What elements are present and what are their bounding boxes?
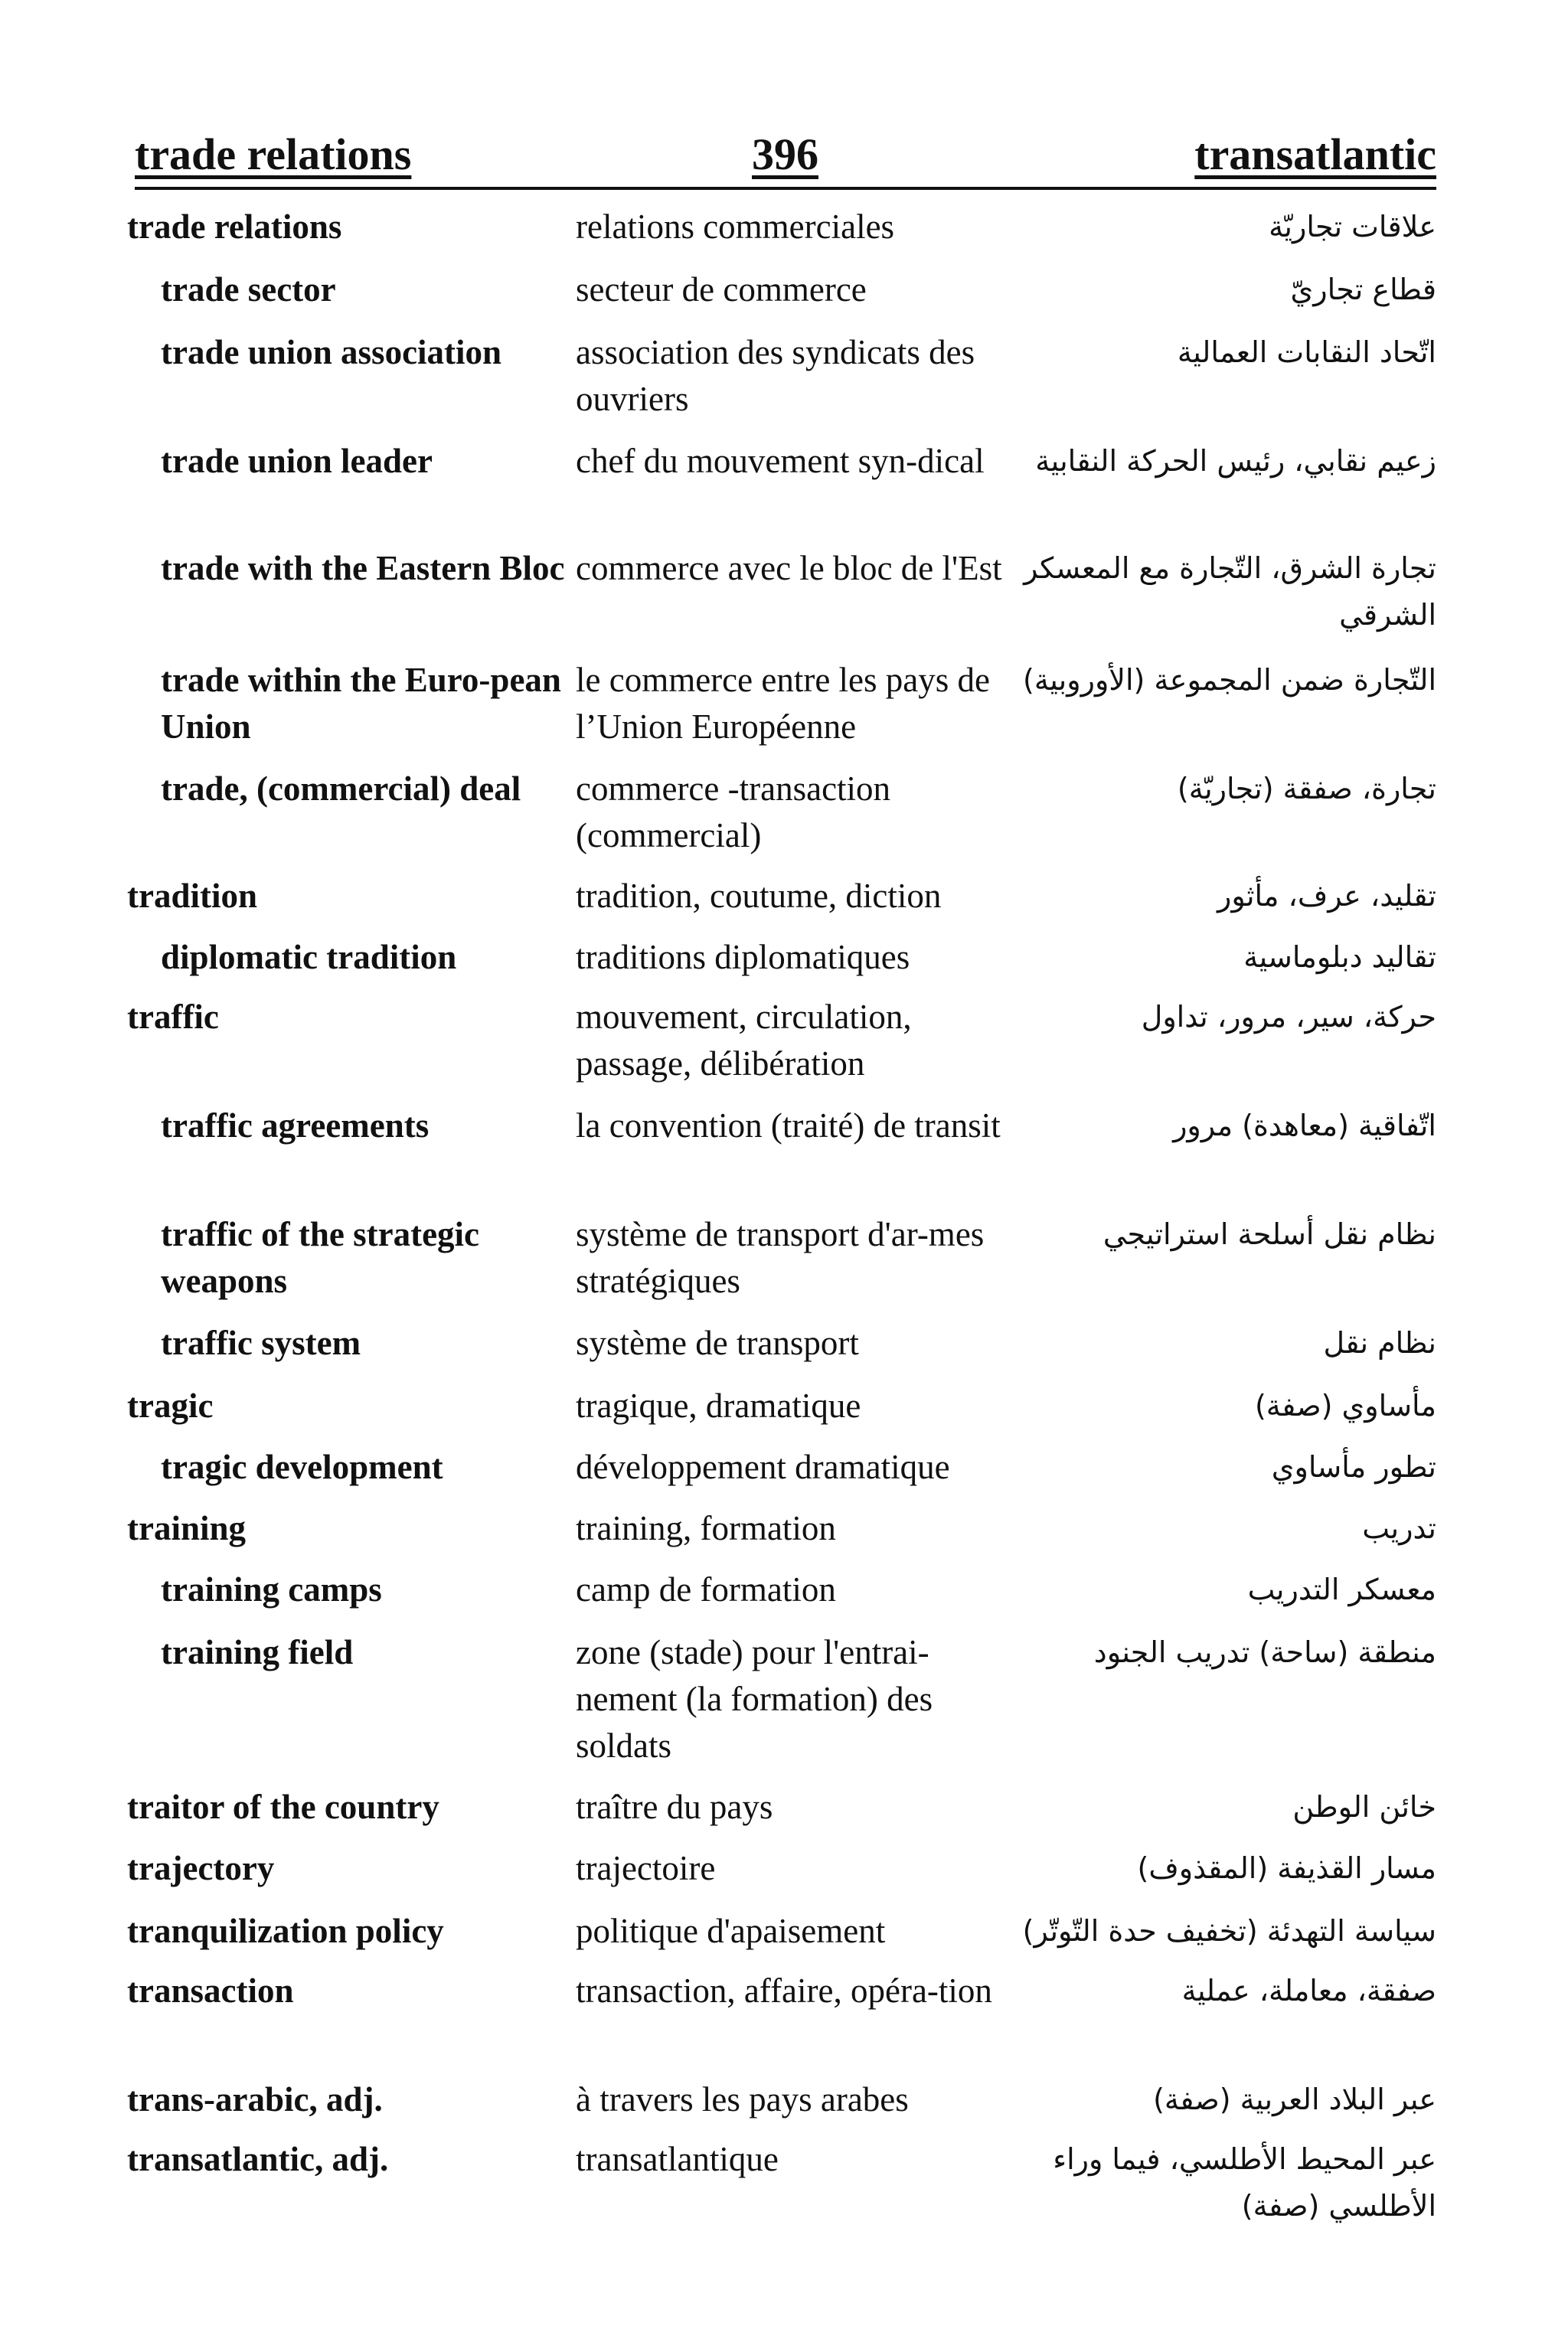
entry-arabic: تجارة الشرق، التّجارة مع المعسكر الشرقي: [1024, 551, 1436, 632]
entry-french: association des syndicats des ouvriers: [576, 333, 975, 418]
entry-french: politique d'apaisement: [576, 1912, 886, 1950]
entry-term: transatlantic, adj.: [127, 2140, 389, 2178]
entry-french: à travers les pays arabes: [576, 2080, 909, 2119]
entry-french: commerce avec le bloc de l'Est: [576, 549, 1002, 587]
entry-arabic: تجارة، صفقة (تجاريّة): [1177, 772, 1436, 805]
entry-term: traitor of the country: [127, 1788, 439, 1826]
entry-french: zone (stade) pour l'entrai-nement (la formation) des soldats: [576, 1633, 933, 1765]
entry-french: le commerce entre les pays de l’Union Européenne: [576, 661, 990, 746]
header-last-entry: transatlantic: [1194, 129, 1436, 179]
entry-french: tradition, coutume, diction: [576, 877, 942, 915]
entry-term: trade with the Eastern Bloc: [161, 549, 565, 587]
entry-arabic: عبر البلاد العربية (صفة): [1153, 2083, 1436, 2116]
entry-french: commerce -transaction (commercial): [576, 769, 891, 854]
entry-term: trajectory: [127, 1849, 275, 1887]
entry-term: trade within the Euro-pean Union: [161, 661, 561, 746]
entry-arabic: اتّحاد النقابات العمالية: [1177, 335, 1436, 369]
entry-arabic: خائن الوطن: [1292, 1790, 1436, 1824]
entry-term: tranquilization policy: [127, 1912, 444, 1950]
entry-arabic: صفقة، معاملة، عملية: [1181, 1974, 1436, 2007]
entry-term: transaction: [127, 1972, 294, 2010]
entry-term: trade union association: [161, 333, 502, 371]
entry-french: trajectoire: [576, 1849, 716, 1887]
entry-term: traffic: [127, 998, 219, 1036]
entry-term: trade sector: [161, 270, 336, 309]
entry-term: training: [127, 1509, 247, 1547]
entry-arabic: التّجارة ضمن المجموعة (الأوروبية): [1023, 663, 1436, 697]
entry-french: training, formation: [576, 1509, 836, 1547]
entry-term: diplomatic tradition: [161, 938, 457, 976]
entry-arabic: زعيم نقابي، رئيس الحركة النقابية: [1035, 444, 1436, 478]
entry-term: training camps: [161, 1570, 382, 1609]
header-first-entry: trade relations: [135, 129, 412, 179]
entry-french: mouvement, circulation, passage, délibération: [576, 998, 912, 1083]
entry-arabic: تطور مأساوي: [1271, 1450, 1436, 1484]
entry-term: traffic system: [161, 1324, 361, 1362]
entry-french: secteur de commerce: [576, 270, 867, 309]
entry-french: traditions diplomatiques: [576, 938, 910, 976]
entry-term: tragic development: [161, 1448, 443, 1486]
entry-french: relations commerciales: [576, 207, 895, 246]
entry-arabic: مأساوي (صفة): [1254, 1389, 1436, 1423]
entry-arabic: نظام نقل: [1323, 1326, 1436, 1360]
entry-term: tradition: [127, 877, 258, 915]
entry-french: tragique, dramatique: [576, 1387, 861, 1425]
entry-arabic: سياسة التهدئة (تخفيف حدة التّوتّر): [1022, 1914, 1436, 1948]
entry-arabic: علاقات تجاريّة: [1269, 210, 1436, 243]
entry-french: la convention (traité) de transit: [576, 1106, 1001, 1145]
entry-term: trans-arabic, adj.: [127, 2080, 383, 2119]
entry-arabic: قطاع تجاريّ: [1290, 273, 1436, 306]
entry-french: transatlantique: [576, 2140, 779, 2178]
entry-term: traffic agreements: [161, 1106, 430, 1145]
entry-term: trade, (commercial) deal: [161, 769, 521, 808]
entry-french: chef du mouvement syn-dical: [576, 442, 985, 480]
entry-french: développement dramatique: [576, 1448, 950, 1486]
entry-arabic: مسار القذيفة (المقذوف): [1137, 1851, 1436, 1885]
entry-arabic: منطقة (ساحة) تدريب الجنود: [1093, 1635, 1436, 1669]
entry-arabic: تدريب: [1362, 1511, 1436, 1545]
entry-term: traffic of the strategic weapons: [161, 1215, 480, 1300]
entry-term: training field: [161, 1633, 354, 1671]
entry-arabic: حركة، سير، مرور، تداول: [1141, 1000, 1436, 1034]
entry-arabic: اتّفاقية (معاهدة) مرور: [1173, 1109, 1436, 1142]
page-number: 396: [752, 129, 818, 179]
entry-term: trade relations: [127, 207, 342, 246]
entry-arabic: نظام نقل أسلحة استراتيجي: [1102, 1217, 1436, 1251]
entry-arabic: تقاليد دبلوماسية: [1243, 940, 1436, 974]
entry-arabic: تقليد، عرف، مأثور: [1217, 879, 1436, 913]
entry-french: camp de formation: [576, 1570, 836, 1609]
entry-term: tragic: [127, 1387, 214, 1425]
entry-french: traître du pays: [576, 1788, 773, 1826]
entry-french: système de transport d'ar-mes stratégiques: [576, 1215, 985, 1300]
entry-term: trade union leader: [161, 442, 433, 480]
entry-arabic: معسكر التدريب: [1247, 1573, 1436, 1606]
entry-french: système de transport: [576, 1324, 859, 1362]
entry-arabic: عبر المحيط الأطلسي، فيما وراء الأطلسي (صفة): [1053, 2142, 1436, 2223]
entry-french: transaction, affaire, opéra-tion: [576, 1972, 992, 2010]
